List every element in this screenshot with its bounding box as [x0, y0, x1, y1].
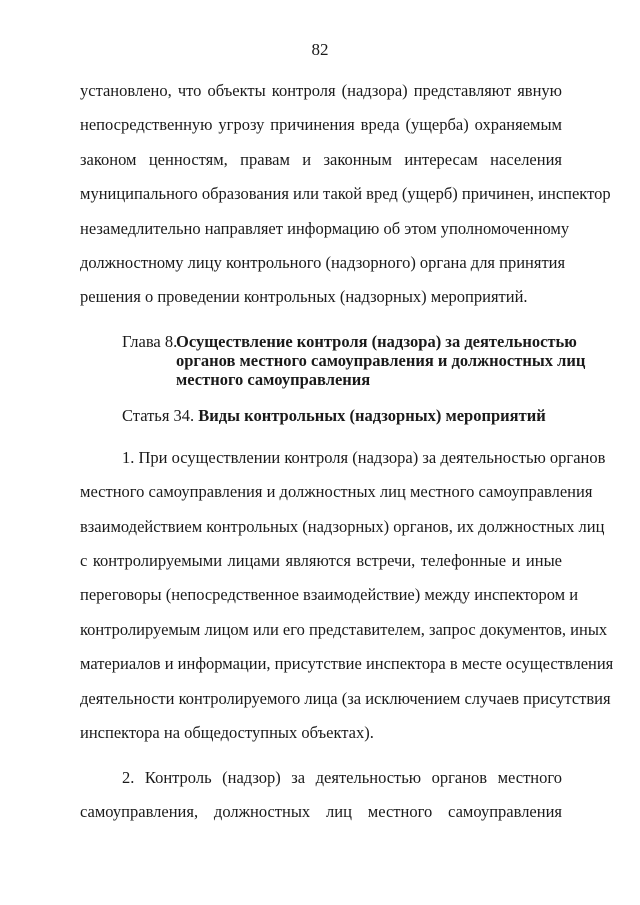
text-line: установлено, что объекты контроля (надзора) представляют явную — [80, 81, 562, 100]
chapter-title-line: Осуществление контроля (надзора) за деятельностью — [176, 331, 577, 351]
page-number: 82 — [311, 40, 329, 59]
text-line: непосредственную угрозу причинения вреда (ущерба) охраняемым — [80, 115, 562, 135]
article-heading — [80, 406, 562, 425]
text-line: взаимодействием контрольных (надзорных) органов, их должностных лиц — [80, 516, 605, 536]
chapter-heading — [80, 331, 586, 389]
chapter-title-line: органов местного самоуправления и должностных лиц — [176, 350, 586, 370]
text-line: самоуправления, должностных лиц местного самоуправления — [80, 801, 562, 821]
text-line: переговоры (непосредственное взаимодействие) между инспектором и — [80, 585, 579, 605]
text-line: законом ценностям, правам и законным интересам населения — [80, 149, 562, 169]
text-line: 2. Контроль (надзор) за деятельностью органов местного — [122, 767, 562, 787]
text-line: деятельности контролируемого лица (за исключением случаев присутствия — [80, 688, 611, 708]
text-line: незамедлительно направляет информацию об этом уполномоченному — [80, 218, 570, 238]
article-label: Статья 34. — [122, 405, 195, 425]
chapter-title — [176, 332, 585, 389]
chapter-title-line: местного самоуправления — [176, 369, 371, 389]
document-body — [80, 74, 614, 829]
chapter-label: Глава 8. — [122, 331, 178, 351]
text-line: муниципального образования или такой вред (ущерб) причинен, инспектор — [80, 184, 611, 204]
article-title: Виды контрольных (надзорных) мероприятий — [198, 405, 546, 425]
text-line: с контролируемыми лицами являются встречи, телефонные и иные — [80, 551, 562, 571]
text-line: местного самоуправления и должностных лиц местного самоуправления — [80, 482, 593, 502]
text-line: материалов и информации, присутствие инспектора в месте осуществления — [80, 654, 614, 674]
paragraph-2 — [80, 761, 562, 830]
text-line: решения о проведении контрольных (надзорных) мероприятий. — [80, 287, 528, 307]
paragraph-continued — [80, 74, 611, 315]
text-line: 1. При осуществлении контроля (надзора) за деятельностью органов — [122, 447, 606, 467]
text-line: инспектора на общедоступных объектах). — [80, 723, 374, 743]
text-line: должностному лицу контрольного (надзорного) органа для принятия — [80, 253, 566, 273]
text-line: контролируемым лицом или его представителем, запрос документов, иных — [80, 619, 608, 639]
paragraph-1 — [80, 441, 614, 751]
